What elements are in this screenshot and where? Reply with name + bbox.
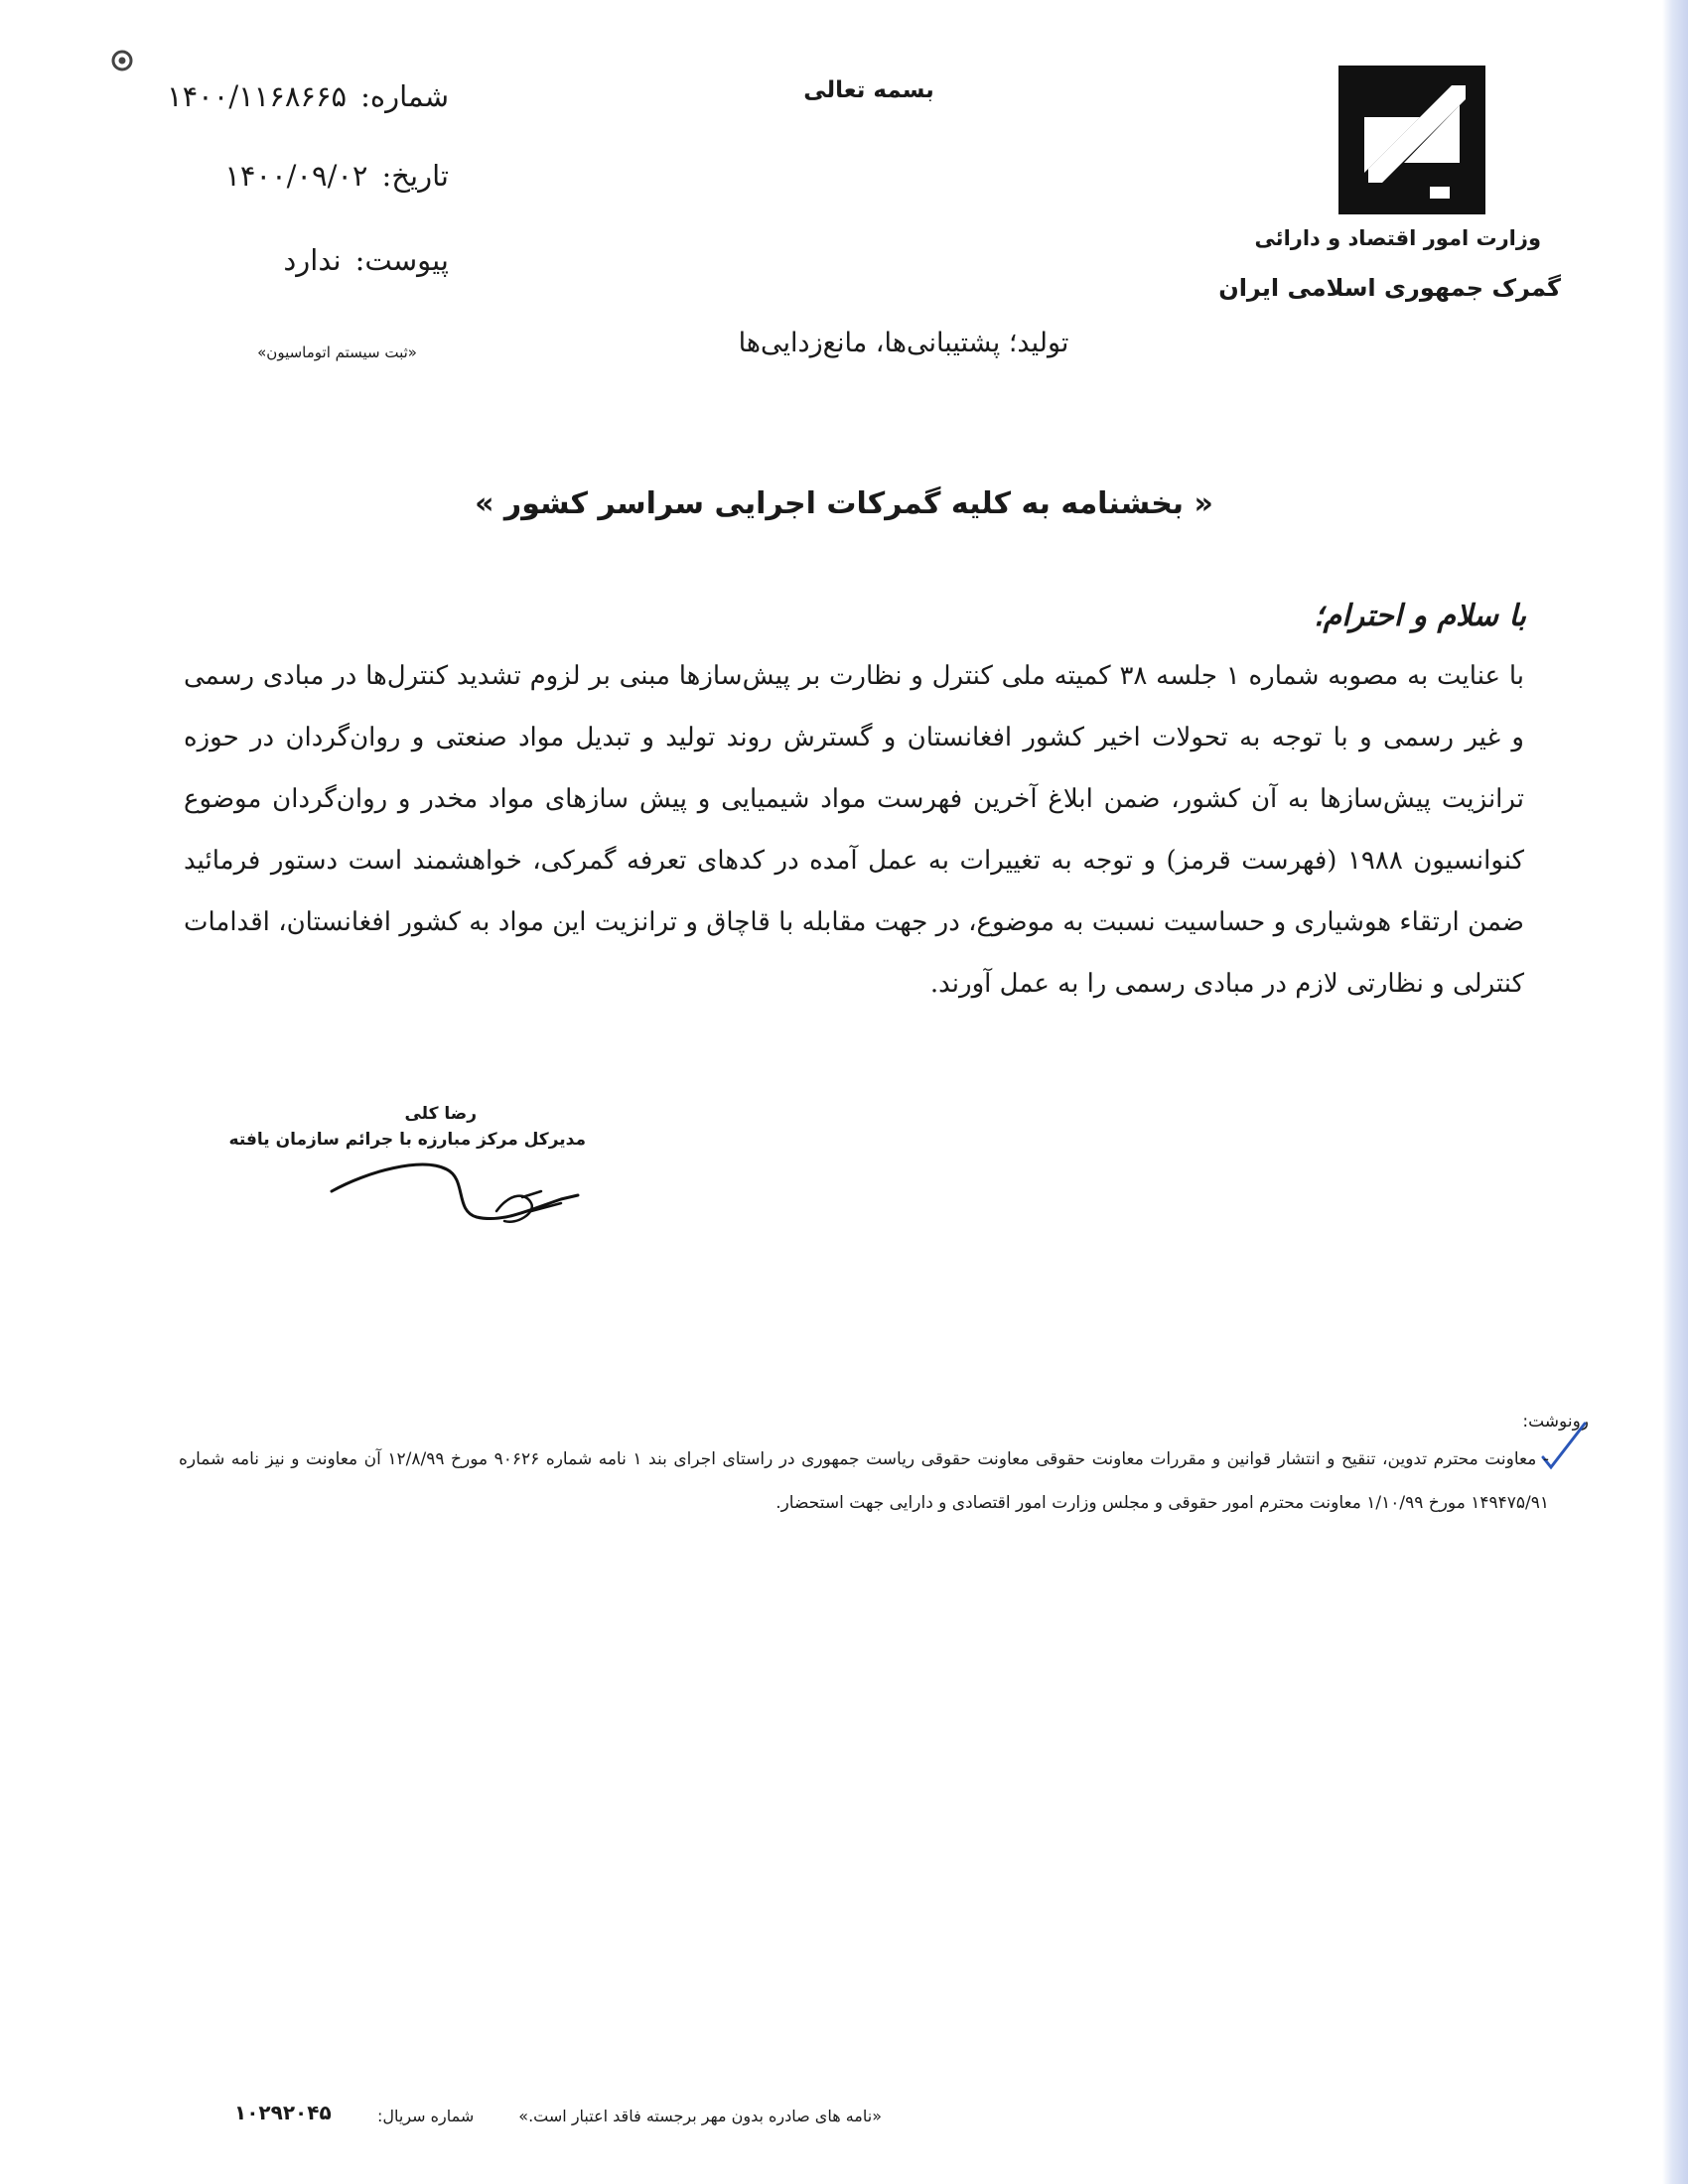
letter-number-row xyxy=(167,79,449,113)
ministry-name: وزارت امور اقتصاد و دارائی xyxy=(1254,226,1541,250)
embossed-seal-note: «نامه های صادره بدون مهر برجسته فاقد اعتبار است.» xyxy=(518,2107,882,2125)
number-label: شماره: xyxy=(360,79,449,113)
customs-logo xyxy=(1338,66,1485,214)
customs-name: گمرک جمهوری اسلامی ایران xyxy=(1218,274,1561,302)
signer-name: رضا کلی xyxy=(404,1104,477,1124)
letter-date-row xyxy=(224,159,449,193)
cc-recipients: - معاونت محترم تدوین، تنقیح و انتشار قوانین و مقررات معاونت حقوقی معاونت حقوقی ریاست جمهوری در راستای اجرای بند ۱ نامه شماره ۹۰۶۲۶ مورخ ۱۲/۸/۹۹ آن معاونت و نیز نامه شماره ۱۴۹۴۷۵/۹۱ مورخ ۱/۱۰/۹۹ معاونت محترم امور حقوقی و مجلس وزارت امور اقتصادی و دارایی جهت استحضار. xyxy=(179,1449,1549,1513)
letter-number: ۱۴۰۰/۱۱۶۸۶۶۵ xyxy=(167,79,348,113)
serial-label: شماره سریال: xyxy=(377,2107,475,2125)
date-label: تاریخ: xyxy=(381,159,449,193)
attachment-label: پیوست: xyxy=(354,243,449,277)
handwritten-signature xyxy=(328,1152,586,1241)
attachment-value: ندارد xyxy=(283,243,342,277)
signer-title: مدیرکل مرکز مبارزه با جرائم سازمان یافته xyxy=(228,1130,586,1150)
serial-number: ۱۰۲۹۲۰۴۵ xyxy=(234,2101,332,2124)
circular-title: « بخشنامه به کلیه گمرکات اجرایی سراسر کشور » xyxy=(475,486,1213,521)
scan-page-edge xyxy=(1662,0,1688,2184)
attachment-row xyxy=(283,243,449,277)
year-slogan: تولید؛ پشتیبانی‌ها، مانع‌زدایی‌ها xyxy=(738,328,1069,358)
automation-registration-note: «ثبت سیستم اتوماسیون» xyxy=(257,343,417,361)
bismillah-heading: بسمه تعالی xyxy=(803,77,934,103)
stamp-mark-icon xyxy=(111,50,133,71)
salutation: با سلام و احترام؛ xyxy=(1314,599,1526,633)
letter-body: با عنایت به مصوبه شماره ۱ جلسه ۳۸ کمیته ملی کنترل و نظارت بر پیش‌سازها مبنی بر لزوم تشدید کنترل‌ها در مبادی رسمی و غیر رسمی و با توجه به تحولات اخیر کشور افغانستان و گسترش روند تولید و تبدیل مواد صنعتی و روان‌گردان در حوزه ترانزیت پیش‌سازها به آن کشور، ضمن ابلاغ آخرین فهرست مواد شیمیایی و پیش سازهای مواد مخدر و روان‌گردان موضوع کنوانسیون ۱۹۸۸ (فهرست قرمز) و توجه به تغییرات به عمل آمده در کدهای تعرفه گمرکی، خواهشمند است دستور فرمائید ضمن ارتقاء هوشیاری و حساسیت نسبت به موضوع، در جهت مقابله با قاچاق و ترانزیت این مواد به کشور افغانستان، اقدامات کنترلی و نظارتی لازم در مبادی رسمی را به عمل آورند. xyxy=(184,661,1525,999)
cc-label: رونوشت: xyxy=(1522,1412,1589,1432)
letter-date: ۱۴۰۰/۰۹/۰۲ xyxy=(224,159,368,193)
